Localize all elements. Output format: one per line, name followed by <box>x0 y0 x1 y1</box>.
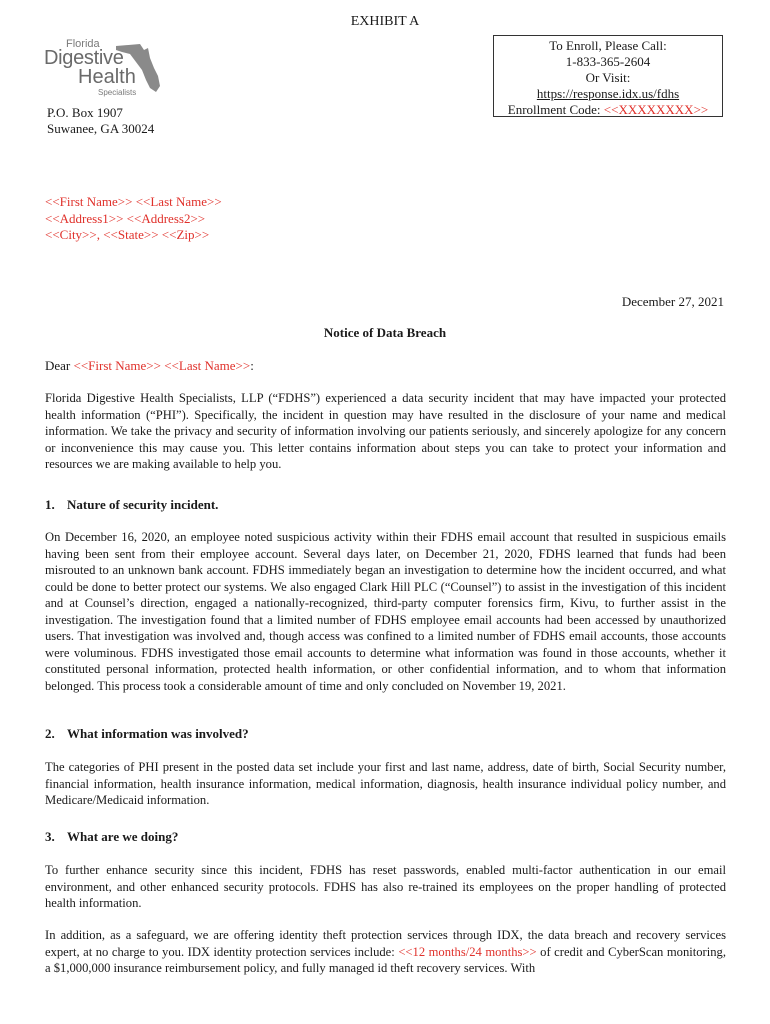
section-heading-2 <box>45 726 249 742</box>
section-number: 2. <box>45 726 55 741</box>
enrollment-box <box>493 35 723 117</box>
letter-date: December 27, 2021 <box>621 294 724 309</box>
company-logo <box>44 38 169 100</box>
logo-text-florida: Florida <box>66 38 100 50</box>
section-number: 1. <box>45 497 55 512</box>
intro-paragraph: Florida Digestive Health Specialists, LLP (“FDHS”) experienced a data security incident that may have impacted your protected health information (“PHI”). Specifically, the incident in question may have resulted in the disclosure of your name and medical information. We take the privacy and security of information involving our patients seriously, and sincerely apologize for any concern or inconvenience this may cause you. This letter contains information about steps you can take to protect your information and resources we are making available to help you. <box>45 391 726 471</box>
exhibit-label: EXHIBIT A <box>350 14 420 29</box>
sender-address <box>47 105 154 137</box>
letter-subject: Notice of Data Breach <box>323 325 447 340</box>
enroll-phone[interactable]: 1-833-365-2604 <box>565 54 651 69</box>
section2-paragraph: The categories of PHI present in the posted data set include your first and last name, address, date of birth, Social Security number, financial information, health insurance information, medical information, diagnosis, health insurance individual policy number, and Medicare/Medicaid information. <box>45 760 726 807</box>
recipient-street: <<Address1>> <<Address2>> <box>45 210 206 226</box>
greeting-suffix: : <box>250 358 254 373</box>
recipient-name: <<First Name>> <<Last Name>> <box>45 194 222 209</box>
section3-paragraph-2 <box>45 927 726 977</box>
logo-text-health: Health <box>78 66 136 88</box>
recipient-city-state-zip: <<City>>, <<State>> <<Zip>> <box>45 227 210 242</box>
section3-text-after: of credit and CyberScan monitoring, a $1,000,000 insurance reimbursement policy, and fully managed id theft recovery services. With <box>45 944 726 975</box>
greeting-name: <<First Name>> <<Last Name>> <box>73 358 251 373</box>
enroll-url-link[interactable]: https://response.idx.us/fdhs <box>536 86 680 101</box>
section-title: What are we doing? <box>67 829 179 844</box>
logo-text-specialists: Specialists <box>98 88 137 97</box>
section1-paragraph: On December 16, 2020, an employee noted suspicious activity within their FDHS email account that resulted in suspicious emails having been sent from their employee account. Several days later, on December 21, 2020, FDHS learned that funds had been misrouted to an unknown bank account. FDHS immediately began an investigation to determine how the incident occurred, and what could be done to better protect our systems. We also engaged Clark Hill PLC (“Counsel”) to assist in the investigation of this incident and at Counsel’s direction, engaged a nationally-recognized, third-party computer forensics firm, Kivu, to further assist in the investigation. The investigation found that a limited number of FDHS employee email accounts had been accessed by unauthorized users. That investigation was involved and, though access was confined to a limited number of FDHS email accounts, those accounts were voluminous. FDHS investigated those email accounts to determine what information was found in those accounts, whether it constituted personal information, protected health information, or other confidential information, and to whom that information belonged. This process took a considerable amount of time and only concluded on November 19, 2021. <box>45 530 726 693</box>
enrollment-code-line <box>494 102 722 118</box>
greeting <box>45 358 254 374</box>
section-title: What information was involved? <box>67 726 249 741</box>
section-heading-3 <box>45 829 178 845</box>
service-duration-placeholder: <<12 months/24 months>> <box>398 944 537 959</box>
section3-paragraph-1: To further enhance security since this incident, FDHS has reset passwords, enabled multi-factor authentication in our email environment, and other enhanced security protocols. FDHS has also re-trained its employees on the proper handling of protected health information. <box>45 863 726 910</box>
sender-address-line2: Suwanee, GA 30024 <box>47 121 155 136</box>
section-heading-1 <box>45 497 218 513</box>
section-title: Nature of security incident. <box>67 497 219 512</box>
enroll-call-label: To Enroll, Please Call: <box>549 38 667 53</box>
section-number: 3. <box>45 829 55 844</box>
enrollment-code-value: <<XXXXXXXX>> <box>603 102 709 117</box>
recipient-address <box>45 194 222 244</box>
logo-text-digestive: Digestive <box>44 47 124 69</box>
enroll-visit-label: Or Visit: <box>585 70 631 85</box>
enrollment-code-label: Enrollment Code: <box>507 102 604 117</box>
sender-address-line1: P.O. Box 1907 <box>47 105 123 120</box>
greeting-prefix: Dear <box>45 358 74 373</box>
section3-text-before: In addition, as a safeguard, we are offering identity theft protection services through IDX, the data breach and recovery services expert, at no charge to you. IDX identity protection services include: <box>45 928 726 959</box>
